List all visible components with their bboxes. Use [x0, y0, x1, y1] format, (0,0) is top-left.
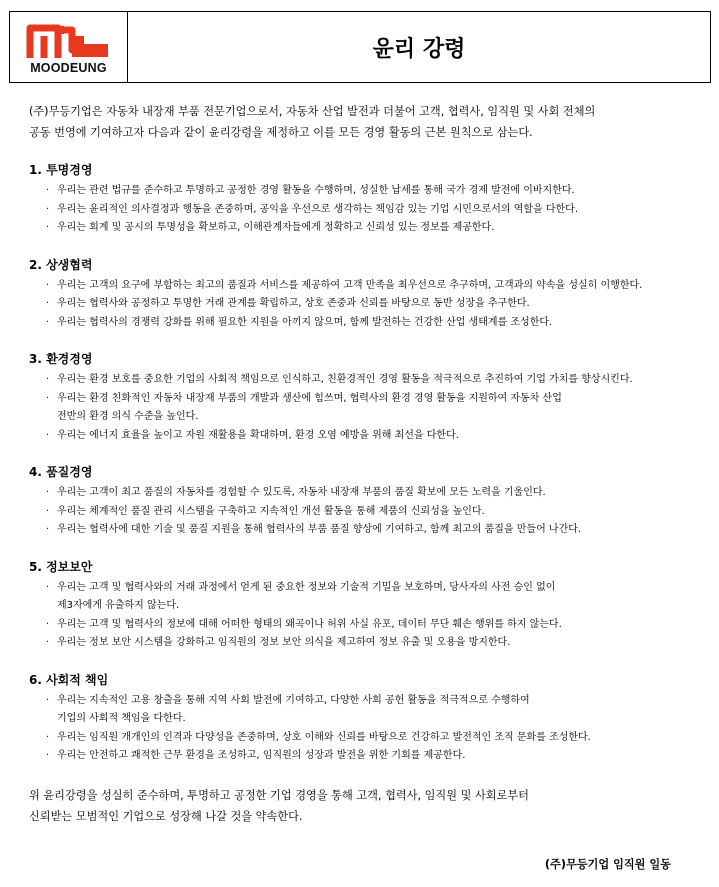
list-item-text: 우리는 고객 및 협력사와의 거래 과정에서 얻게 된 중요한 정보와 기술적 기밀을 보호하며, 당사자의 사전 승인 없이	[57, 581, 556, 593]
bullet-icon: ·	[46, 429, 50, 441]
list-item	[29, 579, 713, 616]
bullet-icon: ·	[46, 524, 50, 535]
list-item-text: 우리는 환경 친화적인 자동차 내장재 부품의 개발과 생산에 힘쓰며, 협력사의 환경 경영 활동을 지원하여 자동차 산업	[57, 392, 562, 404]
list-item-text: 우리는 협력사의 경쟁력 강화를 위해 필요한 지원을 아끼지 않으며, 함께 발전하는 건강한 산업 생태계를 조성한다.	[57, 316, 553, 328]
list-item	[29, 484, 713, 503]
list-item	[29, 692, 713, 729]
company-logo	[10, 12, 128, 82]
list-item	[29, 201, 713, 220]
list-item-text: 우리는 체계적인 품질 관리 시스템을 구축하고 지속적인 개선 활동을 통해 제품의 신뢰성을 높인다.	[57, 505, 485, 517]
page-title: 윤리 강령	[372, 36, 466, 62]
closing-line: 위 윤리강령을 성실히 준수하며, 투명하고 공정한 기업 경영을 통해 고객, 협력사, 임직원 및 사회로부터	[29, 788, 529, 802]
bullet-icon: ·	[46, 731, 50, 743]
list-item	[29, 390, 713, 427]
bullet-icon: ·	[46, 374, 50, 385]
list-item-text: 우리는 정보 보안 시스템을 강화하고 임직원의 정보 보안 의식을 제고하여 정보 유출 및 오용을 방지한다.	[57, 637, 511, 648]
list-item-text: 제3자에게 유출하지 않는다.	[57, 600, 180, 611]
list-item-text: 전반의 환경 의식 수준을 높인다.	[57, 411, 199, 422]
section-title: 4. 품질경영	[29, 465, 93, 479]
list-item	[29, 277, 713, 296]
section-title: 3. 환경경영	[29, 352, 93, 366]
list-item	[29, 219, 713, 238]
closing-line: 신뢰받는 모범적인 기업으로 성장해 나갈 것을 약속한다.	[29, 809, 303, 823]
list-item	[29, 314, 713, 333]
list-item-text: 우리는 환경 보호를 중요한 기업의 사회적 책임으로 인식하고, 친환경적인 경영 활동을 적극적으로 추진하여 기업 가치를 향상시킨다.	[57, 374, 633, 385]
bullet-icon: ·	[46, 185, 50, 196]
section	[29, 160, 713, 238]
list-item-text: 우리는 임직원 개개인의 인격과 다양성을 존중하며, 상호 이해와 신뢰를 바탕으로 건강하고 발전적인 조직 문화를 조성한다.	[57, 731, 591, 743]
list-item-text: 우리는 지속적인 고용 창출을 통해 지역 사회 발전에 기여하고, 다양한 사회 공헌 활동을 적극적으로 수행하여	[57, 694, 530, 706]
intro-line: (주)무등기업은 자동차 내장재 부품 전문기업으로서, 자동차 산업 발전과 더불어 고객, 협력사, 임직원 및 사회 전체의	[29, 105, 596, 118]
list-item-text: 기업의 사회적 책임을 다한다.	[57, 713, 186, 724]
signature: (주)무등기업 임직원 일동	[544, 858, 671, 871]
list-item	[29, 427, 713, 446]
list-item-text: 우리는 회계 및 공시의 투명성을 확보하고, 이해관계자들에게 정확하고 신뢰성 있는 정보를 제공한다.	[57, 222, 495, 233]
bullet-icon: ·	[46, 316, 50, 328]
bullet-icon: ·	[46, 203, 50, 215]
list-item-text: 우리는 고객 및 협력사의 정보에 대해 어떠한 형태의 왜곡이나 허위 사실 유포, 데이터 무단 훼손 행위를 하지 않는다.	[57, 618, 562, 630]
list-item	[29, 729, 713, 748]
intro-line: 공동 번영에 기여하고자 다음과 같이 윤리강령을 제정하고 이를 모든 경영 활동의 근본 원칙으로 삼는다.	[29, 126, 533, 139]
section	[29, 349, 713, 445]
list-item	[29, 616, 713, 635]
bullet-icon: ·	[46, 487, 50, 498]
list-item-text: 우리는 고객이 최고 품질의 자동차를 경험할 수 있도록, 자동차 내장재 부품의 품질 확보에 모든 노력을 기울인다.	[57, 487, 546, 498]
bullet-icon: ·	[46, 694, 50, 706]
list-item-text: 우리는 에너지 효율을 높이고 자원 재활용을 확대하며, 환경 오염 예방을 위해 최선을 다한다.	[57, 429, 459, 441]
bullet-icon: ·	[46, 222, 50, 233]
list-item-text: 우리는 협력사와 공정하고 투명한 거래 관계를 확립하고, 상호 존중과 신뢰를 바탕으로 동반 성장을 추구한다.	[57, 298, 530, 309]
list-item	[29, 521, 713, 540]
sections-list	[29, 160, 713, 766]
section-title: 6. 사회적 책임	[29, 672, 109, 687]
document-header	[9, 11, 711, 83]
logo-mark-icon	[26, 20, 112, 60]
list-item-text: 우리는 윤리적인 의사결정과 행동을 존중하며, 공익을 우선으로 생각하는 책임감 있는 기업 시민으로서의 역할을 다한다.	[57, 203, 579, 215]
bullet-icon: ·	[46, 581, 50, 593]
bullet-icon: ·	[46, 279, 50, 291]
list-item	[29, 371, 713, 390]
list-item-text: 우리는 관련 법규를 준수하고 투명하고 공정한 경영 활동을 수행하며, 성실한 납세를 통해 국가 경제 발전에 이바지한다.	[57, 185, 575, 196]
section-title: 5. 정보보안	[29, 559, 93, 574]
list-item-text: 우리는 안전하고 쾌적한 근무 환경을 조성하고, 임직원의 성장과 발전을 위한 기회를 제공한다.	[57, 750, 466, 761]
list-item	[29, 503, 713, 522]
section	[29, 670, 713, 766]
bullet-icon: ·	[46, 298, 50, 309]
section	[29, 255, 713, 333]
section	[29, 557, 713, 653]
list-item	[29, 634, 713, 653]
closing-paragraph	[29, 785, 713, 827]
intro-paragraph	[29, 101, 713, 143]
bullet-icon: ·	[46, 505, 50, 517]
logo-wordmark: MOODEUNG	[30, 60, 107, 75]
bullet-icon: ·	[46, 637, 50, 648]
section	[29, 462, 713, 540]
list-item	[29, 295, 713, 314]
list-item	[29, 747, 713, 766]
bullet-icon: ·	[46, 750, 50, 761]
bullet-icon: ·	[46, 618, 50, 630]
bullet-icon: ·	[46, 392, 50, 404]
document-body	[29, 101, 713, 827]
section-title: 1. 투명경영	[29, 163, 93, 177]
section-title: 2. 상생협력	[29, 257, 93, 272]
list-item-text: 우리는 협력사에 대한 기술 및 품질 지원을 통해 협력사의 부품 품질 향상에 기여하고, 함께 최고의 품질을 만들어 나간다.	[57, 524, 582, 535]
list-item-text: 우리는 고객의 요구에 부합하는 최고의 품질과 서비스를 제공하여 고객 만족을 최우선으로 추구하며, 고객과의 약속을 성실히 이행한다.	[57, 279, 643, 291]
list-item	[29, 182, 713, 201]
